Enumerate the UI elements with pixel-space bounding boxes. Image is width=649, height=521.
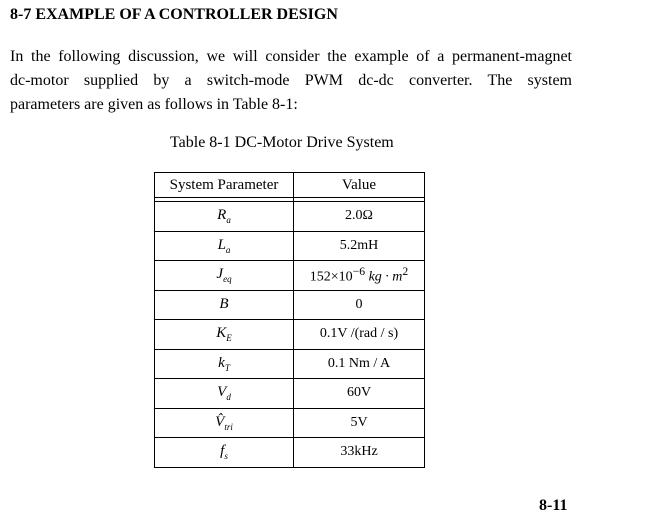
intro-paragraph bbox=[10, 45, 572, 117]
header-parameter: System Parameter bbox=[155, 173, 294, 198]
table-row bbox=[155, 290, 425, 320]
param-value: 0.1V /(rad / s) bbox=[294, 320, 425, 350]
param-value: 2.0Ω bbox=[294, 202, 425, 232]
paragraph-line-3: parameters are given as follows in Table 8-1: bbox=[10, 96, 298, 113]
param-symbol: $k_T$ bbox=[155, 349, 294, 379]
param-symbol: $V̂_{tri}$ bbox=[155, 408, 294, 438]
param-symbol: $L_a$ bbox=[155, 231, 294, 261]
table-row bbox=[155, 320, 425, 350]
paragraph-line-1: In the following discussion, we will consider the example of a permanent-magnet bbox=[10, 48, 572, 65]
table-row bbox=[155, 408, 425, 438]
section-heading: 8-7 EXAMPLE OF A CONTROLLER DESIGN bbox=[10, 6, 338, 23]
table-header-row bbox=[155, 173, 425, 198]
param-value: 0 bbox=[294, 290, 425, 320]
param-symbol: $V_d$ bbox=[155, 379, 294, 409]
param-symbol: $J_{eq}$ bbox=[155, 261, 294, 291]
table-row bbox=[155, 438, 425, 468]
table-row bbox=[155, 349, 425, 379]
param-symbol: $R_a$ bbox=[155, 202, 294, 232]
param-value: 5.2mH bbox=[294, 231, 425, 261]
table-row bbox=[155, 202, 425, 232]
param-symbol: $K_E$ bbox=[155, 320, 294, 350]
table-caption: Table 8-1 DC-Motor Drive System bbox=[170, 134, 394, 151]
table-row bbox=[155, 261, 425, 291]
param-value: 5V bbox=[294, 408, 425, 438]
parameters-table bbox=[154, 172, 425, 468]
paragraph-line-2: dc-motor supplied by a switch-mode PWM dc-dc converter. The system bbox=[10, 72, 572, 89]
header-value: Value bbox=[294, 173, 425, 198]
param-value: 60V bbox=[294, 379, 425, 409]
param-symbol: B bbox=[155, 290, 294, 320]
param-symbol: $f_s$ bbox=[155, 438, 294, 468]
table-row bbox=[155, 231, 425, 261]
param-value: $152\times 10^{-6}$ kg · $m^2$ bbox=[294, 261, 425, 291]
table-row bbox=[155, 379, 425, 409]
param-value: 0.1 Nm / A bbox=[294, 349, 425, 379]
param-value: 33kHz bbox=[294, 438, 425, 468]
page-number: 8-11 bbox=[539, 497, 568, 514]
